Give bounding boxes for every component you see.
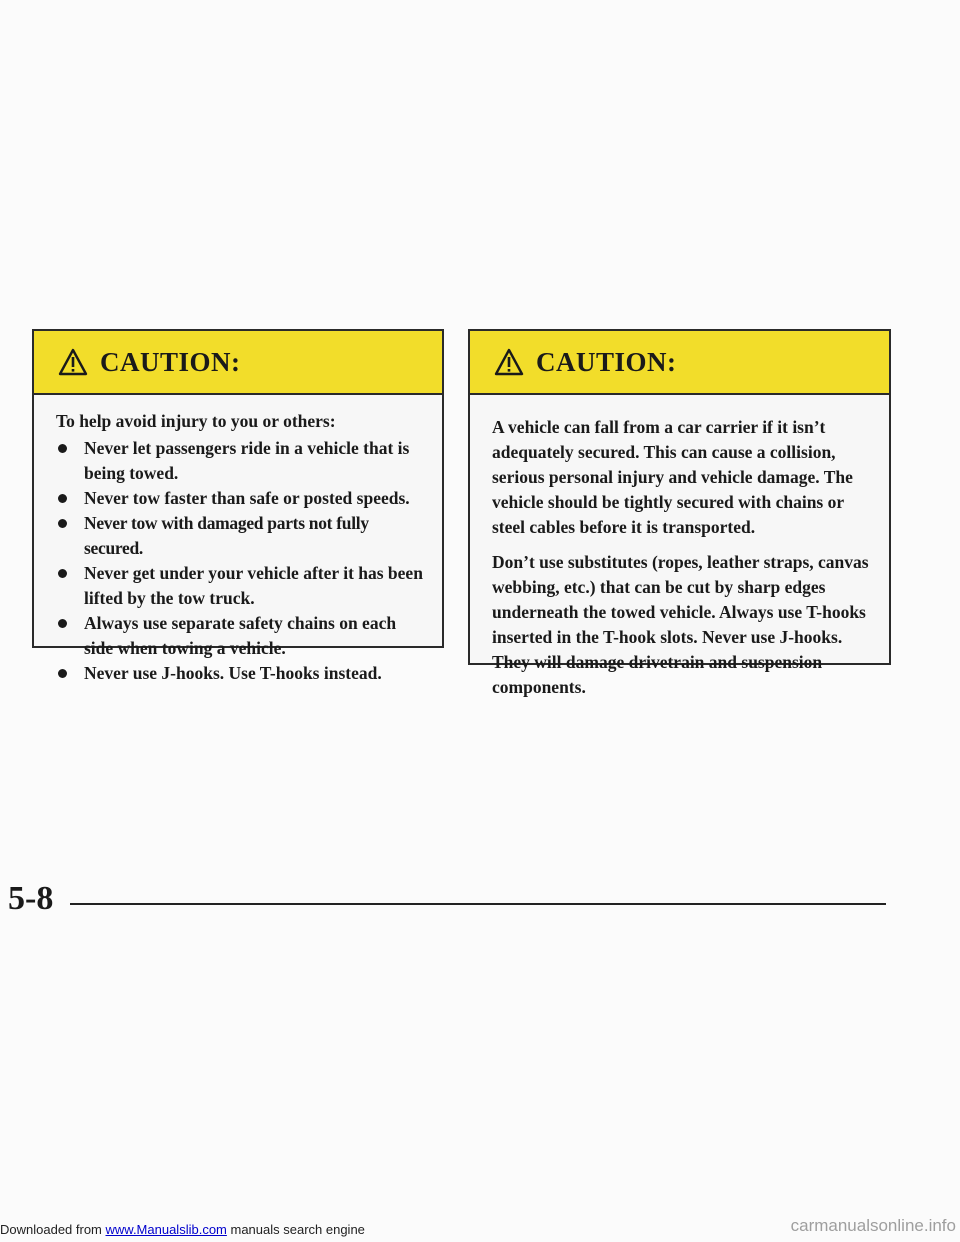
bullet-dot-icon [58, 519, 67, 528]
caution-title-left: CAUTION: [100, 346, 241, 377]
caution-box-left [32, 329, 444, 683]
watermark: carmanualsonline.info [790, 1216, 956, 1235]
bullet-item: Never let passengers ride in a vehicle that is being towed. [56, 436, 426, 486]
manualslib-link[interactable]: www.Manualslib.com [105, 1222, 227, 1237]
bullet-dot-icon [58, 619, 67, 628]
caution-box-right [468, 329, 891, 697]
bullet-dot-icon [58, 494, 67, 503]
bullet-item: Always use separate safety chains on each side when towing a vehicle. [56, 611, 426, 661]
warning-triangle-icon [58, 348, 88, 376]
caution-paragraph: Don’t use substitutes (ropes, leather straps, canvas webbing, etc.) that can be cut by sharp edges underneath the towed vehicle. Always use T-hooks inserted in the T-hook slots. Never use J-hooks. They will damage drivetrain and suspension components. [492, 552, 869, 697]
caution-body-left [34, 395, 442, 696]
bullet-item: Never tow faster than safe or posted speeds. [56, 486, 426, 511]
download-notice: Downloaded from www.Manualslib.com manuals search engine [0, 1222, 365, 1237]
bullet-dot-icon [58, 444, 67, 453]
bullet-item: Never tow with damaged parts not fully secured. [56, 511, 426, 561]
bullet-dot-icon [58, 669, 67, 678]
caution-intro: To help avoid injury to you or others: [56, 411, 336, 431]
caution-bullet-list [56, 436, 426, 686]
caution-paragraph: A vehicle can fall from a car carrier if it isn’t adequately secured. This can cause a collision, serious personal injury and vehicle damage. The vehicle should be tightly secured with chains or steel cables before it is transported. [492, 417, 853, 537]
caution-title-right: CAUTION: [536, 346, 677, 377]
bullet-item: Never use J-hooks. Use T-hooks instead. [56, 661, 426, 686]
caution-body-right [470, 395, 889, 720]
bullet-dot-icon [58, 569, 67, 578]
caution-header-left [34, 331, 442, 395]
caution-header-right [470, 331, 889, 395]
warning-triangle-icon [494, 348, 524, 376]
bullet-item: Never get under your vehicle after it has been lifted by the tow truck. [56, 561, 426, 611]
page-number: 5-8 [8, 880, 54, 917]
footer-rule [70, 903, 886, 905]
